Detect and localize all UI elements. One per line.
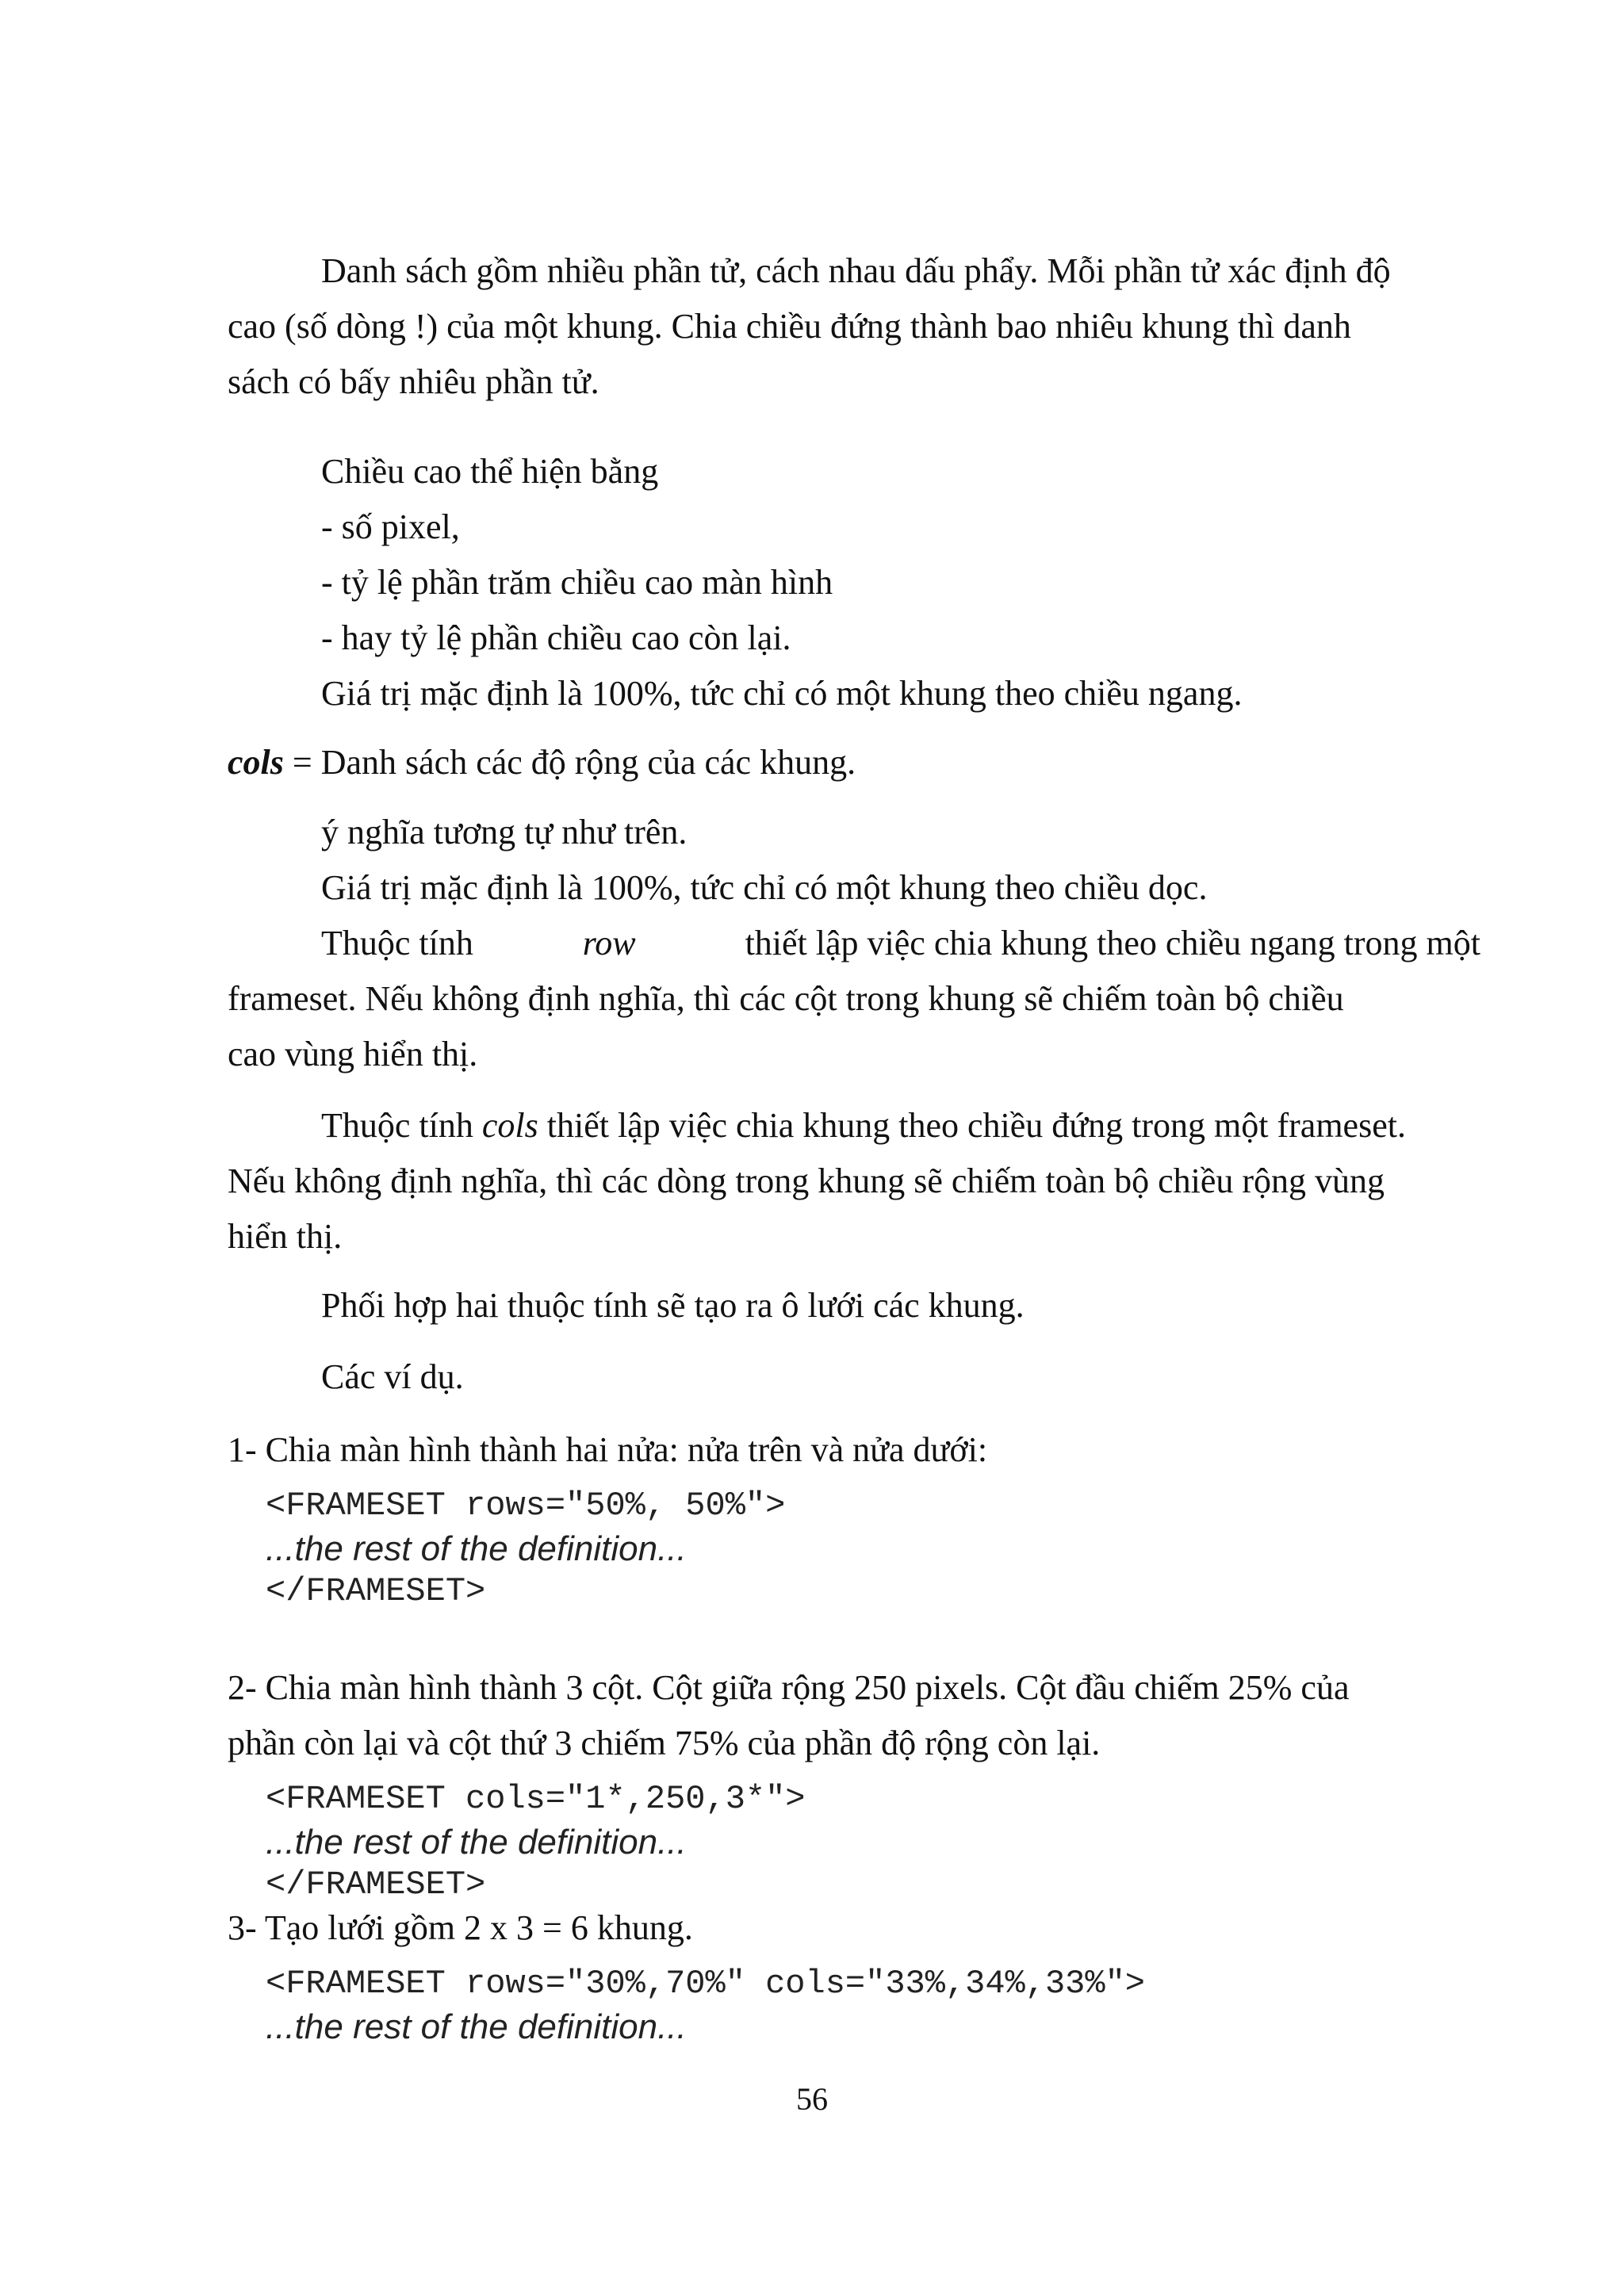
example-3-code-rest: ...the rest of the definition... <box>266 2007 687 2046</box>
cols-paragraph-line-1 <box>321 1108 1406 1143</box>
combine-note: Phối hợp hai thuộc tính sẽ tạo ra ô lưới các khung. <box>321 1286 1025 1325</box>
cols-meaning: ý nghĩa tương tự như trên. <box>321 813 688 851</box>
cols-paragraph-post: thiết lập việc chia khung theo chiều đứng trong một frameset. <box>538 1106 1406 1145</box>
example-2-title-line-2: phần còn lại và cột thứ 3 chiếm 75% của phần độ rộng còn lại. <box>228 1724 1101 1762</box>
height-item-pixel: - số pixel, <box>321 507 460 546</box>
cols-default-note: Giá trị mặc định là 100%, tức chỉ có một khung theo chiều dọc. <box>321 868 1208 907</box>
row-paragraph-post: thiết lập việc chia khung theo chiều ngang trong một <box>745 924 1480 962</box>
cols-keyword: cols <box>228 743 284 782</box>
example-2-title-line-1: 2- Chia màn hình thành 3 cột. Cột giữa rộng 250 pixels. Cột đầu chiếm 25% của <box>228 1668 1350 1707</box>
example-1-code-rest: ...the rest of the definition... <box>266 1529 687 1568</box>
paragraph-1-line-1: Danh sách gồm nhiều phần tử, cách nhau dấu phẩy. Mỗi phần tử xác định độ <box>321 251 1391 290</box>
height-item-percent: - tỷ lệ phần trăm chiều cao màn hình <box>321 563 833 602</box>
example-3-code-open: <FRAMESET rows="30%,70%" cols="33%,34%,33%"> <box>266 1965 1145 2003</box>
example-2-code-close: </FRAMESET> <box>266 1866 486 1904</box>
cols-paragraph-line-3: hiển thị. <box>228 1217 343 1256</box>
example-2-code-rest: ...the rest of the definition... <box>266 1823 687 1862</box>
height-item-remaining: - hay tỷ lệ phần chiều cao còn lại. <box>321 618 791 657</box>
row-paragraph-line-1 <box>321 926 1480 961</box>
cols-definition <box>228 745 856 780</box>
example-2-code-open: <FRAMESET cols="1*,250,3*"> <box>266 1780 806 1818</box>
example-3-title: 3- Tạo lưới gồm 2 x 3 = 6 khung. <box>228 1908 693 1947</box>
example-1-code-open: <FRAMESET rows="50%, 50%"> <box>266 1487 786 1525</box>
height-default-note: Giá trị mặc định là 100%, tức chỉ có một khung theo chiều ngang. <box>321 674 1243 713</box>
row-keyword: row <box>582 924 636 962</box>
example-1-title: 1- Chia màn hình thành hai nửa: nửa trên và nửa dưới: <box>228 1430 988 1469</box>
paragraph-1-line-3: sách có bấy nhiêu phần tử. <box>228 362 599 401</box>
height-intro: Chiều cao thể hiện bằng <box>321 452 659 491</box>
example-1-code-close: </FRAMESET> <box>266 1572 486 1610</box>
paragraph-1-line-2: cao (số dòng !) của một khung. Chia chiều đứng thành bao nhiêu khung thì danh <box>228 307 1351 346</box>
row-paragraph-pre: Thuộc tính <box>321 924 473 962</box>
row-paragraph-line-2: frameset. Nếu không định nghĩa, thì các cột trong khung sẽ chiếm toàn bộ chiều <box>228 979 1344 1018</box>
cols-paragraph-keyword: cols <box>481 1106 538 1145</box>
cols-paragraph-pre: Thuộc tính <box>321 1106 482 1145</box>
page-number: 56 <box>796 2081 828 2117</box>
cols-paragraph-line-2: Nếu không định nghĩa, thì các dòng trong khung sẽ chiếm toàn bộ chiều rộng vùng <box>228 1161 1385 1200</box>
examples-intro: Các ví dụ. <box>321 1357 464 1396</box>
row-paragraph-line-3: cao vùng hiển thị. <box>228 1035 478 1073</box>
cols-definition-text: = Danh sách các độ rộng của các khung. <box>283 743 856 782</box>
